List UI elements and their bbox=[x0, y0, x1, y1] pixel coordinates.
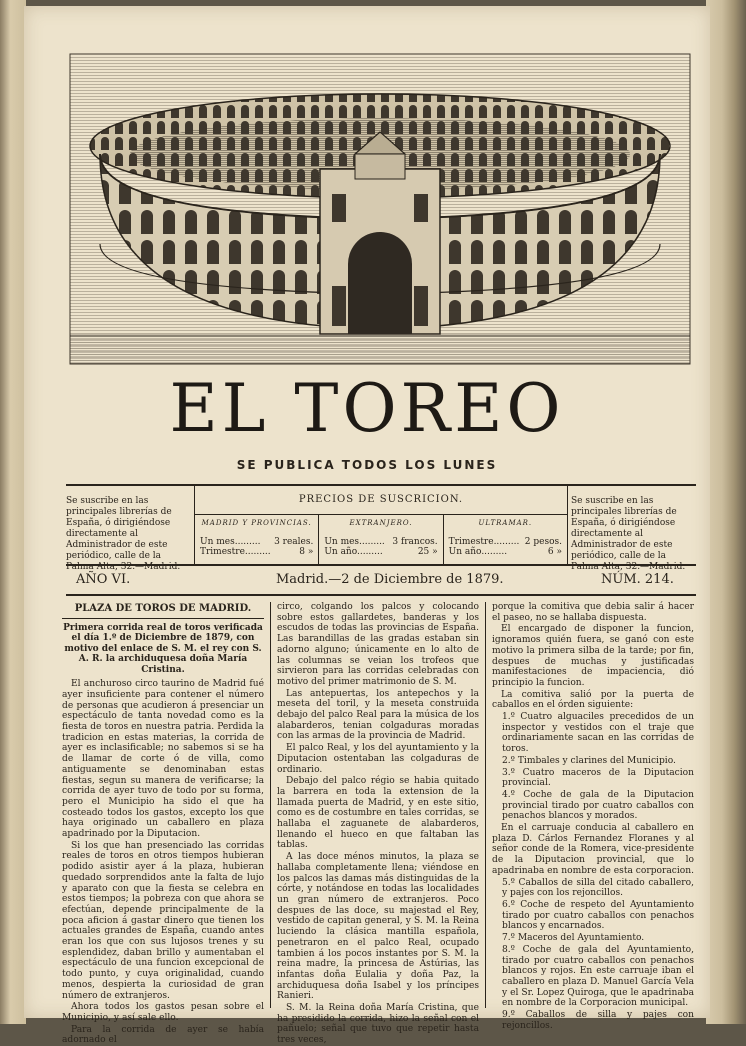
subscription-note-right: Se suscribe en las principales librerías de España, ó dirigiéndose directamente al Administrador de este periódico, calle de la Palma Alta, 32.—Madrid. bbox=[571, 496, 686, 572]
subscription-prices bbox=[194, 486, 568, 564]
paragraph: El anchuroso circo taurino de Madrid fué ayer insuficiente para contener el número de personas que acudieron á presenciar un espectáculo de tanta novedad como es la fiesta de toros en nuestra patria. Perdida la tradicion en estas materias, la corrida de ayer es inclasificable; no sabemos si se ha de llamar de corte ó de villa, como antiguamente se denominaban estas fiestas, segun su manera de verificarse; la corrida de ayer tuvo de todo por su forma, pero el Municipio ha sido el que ha costeado todos los gastos, excepto los que haya originado un caballero en plaza apadrinado por la Diputacion. bbox=[62, 679, 264, 840]
paragraph: Si los que han presenciado las corridas reales de toros en otros tiempos hubieran podido asistir ayer á la plaza, hubieran quedado sorprendidos ante la falta de lujo y aparato con que la fiesta se celebra en estos tiempos; la pobreza con que ahora se efectúan, depende principalmente de la poca aficion á gastar dinero que tienen los actuales grandes de España, cuando antes eran los que con sus lujosos trenes y su esplendidez, daban brillo y aumentaban el espectáculo de una funcion excepcional de todo punto, y cuya originalidad, cuando menos, despierta la curiosidad de gran número de extranjeros. bbox=[62, 840, 264, 1001]
paragraph: porque la comitiva que debia salir á hacer el paseo, no se hallaba dispuesta. bbox=[492, 602, 694, 623]
column-rule bbox=[485, 602, 486, 1008]
paragraph: S. M. la Reina doña María Cristina, que ha presidido la corrida, hizo la señal con el pañuelo; señal que tuvo que repetir hasta tres veces, bbox=[277, 1003, 479, 1046]
paragraph: Para la corrida de ayer se había adornado el bbox=[62, 1024, 264, 1046]
list-item: 7.º Maceros del Ayuntamiento. bbox=[502, 933, 645, 944]
list-item: 4.º Coche de gala de la Diputacion provincial tirado por cuatro caballos con penachos blancos y morados. bbox=[502, 789, 694, 822]
column-rule bbox=[270, 602, 271, 1008]
paragraph: A las doce ménos minutos, la plaza se hallaba completamente llena; viéndose en los palcos las damas más distinguidas de la córte, y notándose en todas las localidades un gran número de extranjeros. Poco despues de las doce, su majestad el Rey, vestido de capitan general, y S. M. la Reina luciendo la clásica mantilla española, penetraron en el palco Real, ocupado tambien á los pocos instantes por S. M. la reina madre, la princesa de Astúrias, las infantas doña Eulalia y doña Paz, la archiduquesa doña Isabel y los príncipes Ranieri. bbox=[277, 852, 479, 1002]
paragraph: Debajo del palco régio se habia quitado la barrera en toda la extension de la llamada puerta de Madrid, y en este sitio, como es de costumbre en tales corridas, se hallaba el zaguanete de alabarderos, llenando el hueco en que faltaban las tablas. bbox=[277, 776, 479, 851]
issue-number: NÚM. 214. bbox=[601, 572, 674, 587]
list-item: 2.º Timbales y clarines del Municipio. bbox=[502, 755, 676, 766]
prices-heading: PRECIOS DE SUSCRICION. bbox=[195, 486, 567, 515]
paragraph: Las antepuertas, los antepechos y la meseta del toril, y la meseta construida debajo del palco Real para la música de los alabarderos, tenian colgaduras moradas con las armas de la provincia de Madrid. bbox=[277, 688, 479, 742]
paragraph: circo, colgando los palcos y colocando sobre estos gallardetes, banderas y los escudos de todas las provincias de España. Las barandillas de las gradas estaban sin adorno alguno; únicamente en lo alto de las columnas se veian los trofeos que sirvieron para las corridas celebradas con motivo del primer matrimonio de S. M. bbox=[277, 602, 479, 687]
subscription-note-left: Se suscribe en las principales librerías de España, ó dirigiéndose directamente al Administrador de este periódico, calle de la Palma Alta, 32.—Madrid. bbox=[66, 496, 181, 572]
list-item: 6.º Coche de respeto del Ayuntamiento tirado por cuatro caballos con penachos blancos y encarnados. bbox=[502, 899, 694, 932]
article-column-3 bbox=[492, 602, 694, 1031]
article-columns bbox=[62, 602, 698, 1046]
price-column-extranjero: EXTRANJERO. Un mes......... 3 francos. Un año......... 25 » bbox=[319, 515, 443, 565]
newspaper-page bbox=[24, 6, 710, 1046]
section-title: PLAZA DE TOROS DE MADRID. bbox=[62, 604, 264, 619]
bullring-engraving bbox=[70, 54, 690, 364]
list-item: 8.º Coche de gala del Ayuntamiento, tirado por cuatro caballos con penachos blancos y rojos. En este carruaje iban el caballero en plaza D. Manuel García Vela y el Sr. Lopez Quiroga, que le apadrinaba en nombre de la Corporacion municipal. bbox=[502, 944, 694, 1009]
issue-info-line bbox=[66, 568, 696, 596]
paragraph: La comitiva salió por la puerta de caballos en el órden siguiente: bbox=[492, 689, 694, 711]
paragraph: En el carruaje conducia al caballero en plaza D. Cárlos Fernandez Floranes y al señor conde de la Romera, vice-presidente de la Diputacion provincial, que lo apadrinaba en nombre de esta corporacion. bbox=[492, 823, 694, 876]
book-right-edge bbox=[706, 0, 746, 1024]
article-column-2 bbox=[277, 602, 479, 1046]
masthead-subtitle: SE PUBLICA TODOS LOS LUNES bbox=[236, 458, 498, 472]
price-column-madrid: MADRID Y PROVINCIAS. Un mes......... 3 reales. Trimestre......... 8 » bbox=[195, 515, 319, 565]
paragraph: El palco Real, y los del ayuntamiento y la Diputacion ostentaban las colgaduras de ordinario. bbox=[277, 743, 479, 775]
subscription-box bbox=[66, 484, 696, 572]
issue-date: Madrid.—2 de Diciembre de 1879. bbox=[276, 572, 504, 587]
list-item: 3.º Cuatro maceros de la Diputacion provincial. bbox=[502, 767, 694, 789]
list-item: 5.º Caballos de silla del citado caballero, y pajes con los rejoncillos. bbox=[502, 877, 694, 899]
issue-year: AÑO VI. bbox=[76, 572, 131, 587]
book-left-edge bbox=[0, 0, 26, 1024]
paragraph: El encargado de disponer la funcion, ignoramos quién fuera, se ganó con este motivo la primera silba de la tarde; por fin, despues de muchas y justificadas manifestaciones de impaciencia, dió principio la funcion. bbox=[492, 624, 694, 688]
list-item: 1.º Cuatro alguaciles precedidos de un inspector y vestidos con el traje que ordinariamente sacan en las corridas de toros. bbox=[502, 712, 694, 755]
paragraph: Ahora todos los gastos pesan sobre el Municipio, y así sale ello. bbox=[62, 1002, 264, 1023]
price-column-ultramar: ULTRAMAR. Trimestre......... 2 pesos. Un año......... 6 » bbox=[448, 519, 562, 557]
masthead-title: EL TOREO bbox=[169, 370, 565, 447]
article-lead: Primera corrida real de toros verificada el día 1.º de Diciembre de 1879, con motivo del enlace de S. M. el rey con S. A. R. la archiduquesa doña María Cristina. bbox=[63, 622, 263, 675]
article-column-1 bbox=[62, 602, 264, 1046]
list-item: 9.º Caballos de silla y pajes con rejoncillos. bbox=[502, 1010, 694, 1031]
